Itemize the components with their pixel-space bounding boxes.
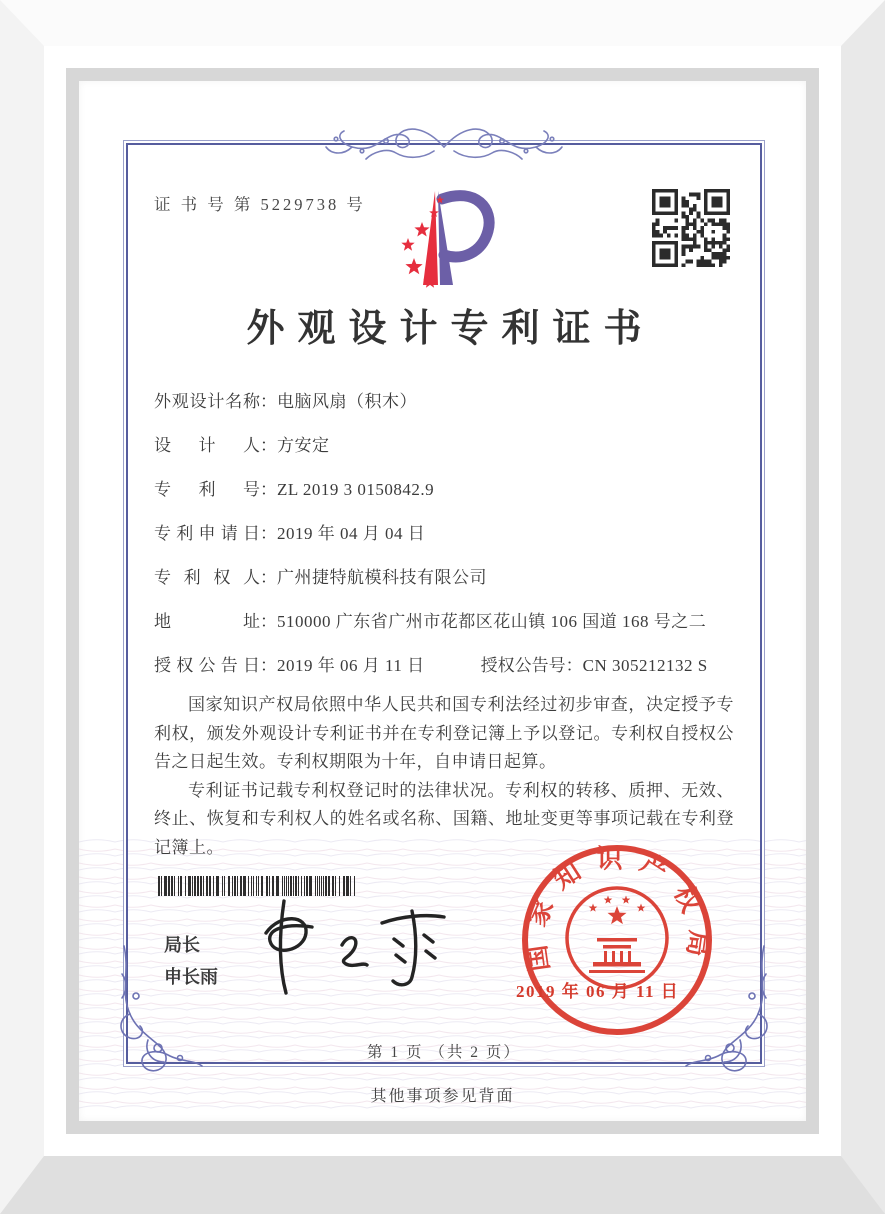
seal-date: 2019 年 06 月 11 日 [516, 982, 680, 1001]
field-label: 外观设计名称 [154, 392, 260, 411]
seal-ring-text: 国家知识产权局 [520, 844, 714, 974]
field-row-filing-date: 专利申请日 ： 2019 年 04 月 04 日 [154, 520, 736, 548]
field-label: 授权公告号 [480, 656, 566, 675]
signer-block [164, 929, 218, 993]
body-paragraph-1: 国家知识产权局依照中华人民共和国专利法经过初步审查，决定授予专利权，颁发外观设计专利证书并在专利登记簿上予以登记。专利权自授权公告之日起生效。专利权期限为十年，自申请日起算。 [154, 695, 734, 771]
field-value: 电脑风扇（积木） [277, 392, 417, 411]
qr-code [652, 189, 730, 267]
field-label: 地址 [154, 612, 260, 631]
field-row-design-name: 外观设计名称 ： 电脑风扇（积木） [154, 388, 736, 416]
back-note: 其他事项参见背面 [370, 1088, 515, 1105]
grant-row: 授权公告日 ： 2019 年 06 月 11 日 授权公告号 ： CN 305212132 S [154, 652, 736, 680]
field-value: CN 305212132 S [582, 656, 708, 675]
cnipa-logo-icon [378, 185, 510, 289]
certificate-number: 证 书 号 第 5229738 号 [154, 195, 366, 214]
body-paragraph-2: 专利证书记载专利权登记时的法律状况。专利权的转移、质押、无效、终止、恢复和专利权人的姓名或名称、国籍、地址变更等事项记载在专利登记簿上。 [154, 780, 734, 857]
field-value: 方安定 [277, 436, 330, 455]
top-flourish-ornament [304, 117, 584, 175]
certificate-border [126, 143, 762, 1064]
frame-inner-edge [66, 68, 819, 1134]
signer-title: 局长 [164, 935, 200, 955]
field-value: 510000 广东省广州市花都区花山镇 106 国道 168 号之二 [277, 612, 707, 631]
field-value: 广州捷特航模科技有限公司 [277, 568, 487, 587]
field-label: 专利号 [154, 480, 260, 499]
field-value: 2019 年 04 月 04 日 [277, 524, 426, 543]
certificate-body [154, 691, 734, 862]
field-row-address: 地址 ： 510000 广东省广州市花都区花山镇 106 国道 168 号之二 [154, 608, 736, 636]
field-value: 2019 年 06 月 11 日 [277, 656, 425, 675]
field-label: 专利权人 [154, 568, 260, 587]
official-seal [520, 843, 714, 1037]
field-value: ZL 2019 3 0150842.9 [277, 480, 435, 499]
frame-mat [44, 46, 841, 1156]
director-signature-icon [254, 887, 494, 1002]
field-label: 设计人 [154, 436, 260, 455]
certificate-fields [154, 388, 736, 696]
signer-name: 申长雨 [164, 967, 218, 987]
page-indicator: 第 1 页 （共 2 页） [367, 1044, 521, 1061]
national-emblem-icon [567, 888, 667, 988]
field-label: 专利申请日 [154, 524, 260, 543]
certificate-title: 外观设计专利证书 [246, 308, 655, 350]
field-label: 授权公告日 [154, 656, 260, 675]
field-row-patent-number: 专利号 ： ZL 2019 3 0150842.9 [154, 476, 736, 504]
field-row-patentee: 专利权人 ： 广州捷特航模科技有限公司 [154, 564, 736, 592]
certificate-paper [79, 81, 806, 1121]
field-row-designer: 设计人 ： 方安定 [154, 432, 736, 460]
